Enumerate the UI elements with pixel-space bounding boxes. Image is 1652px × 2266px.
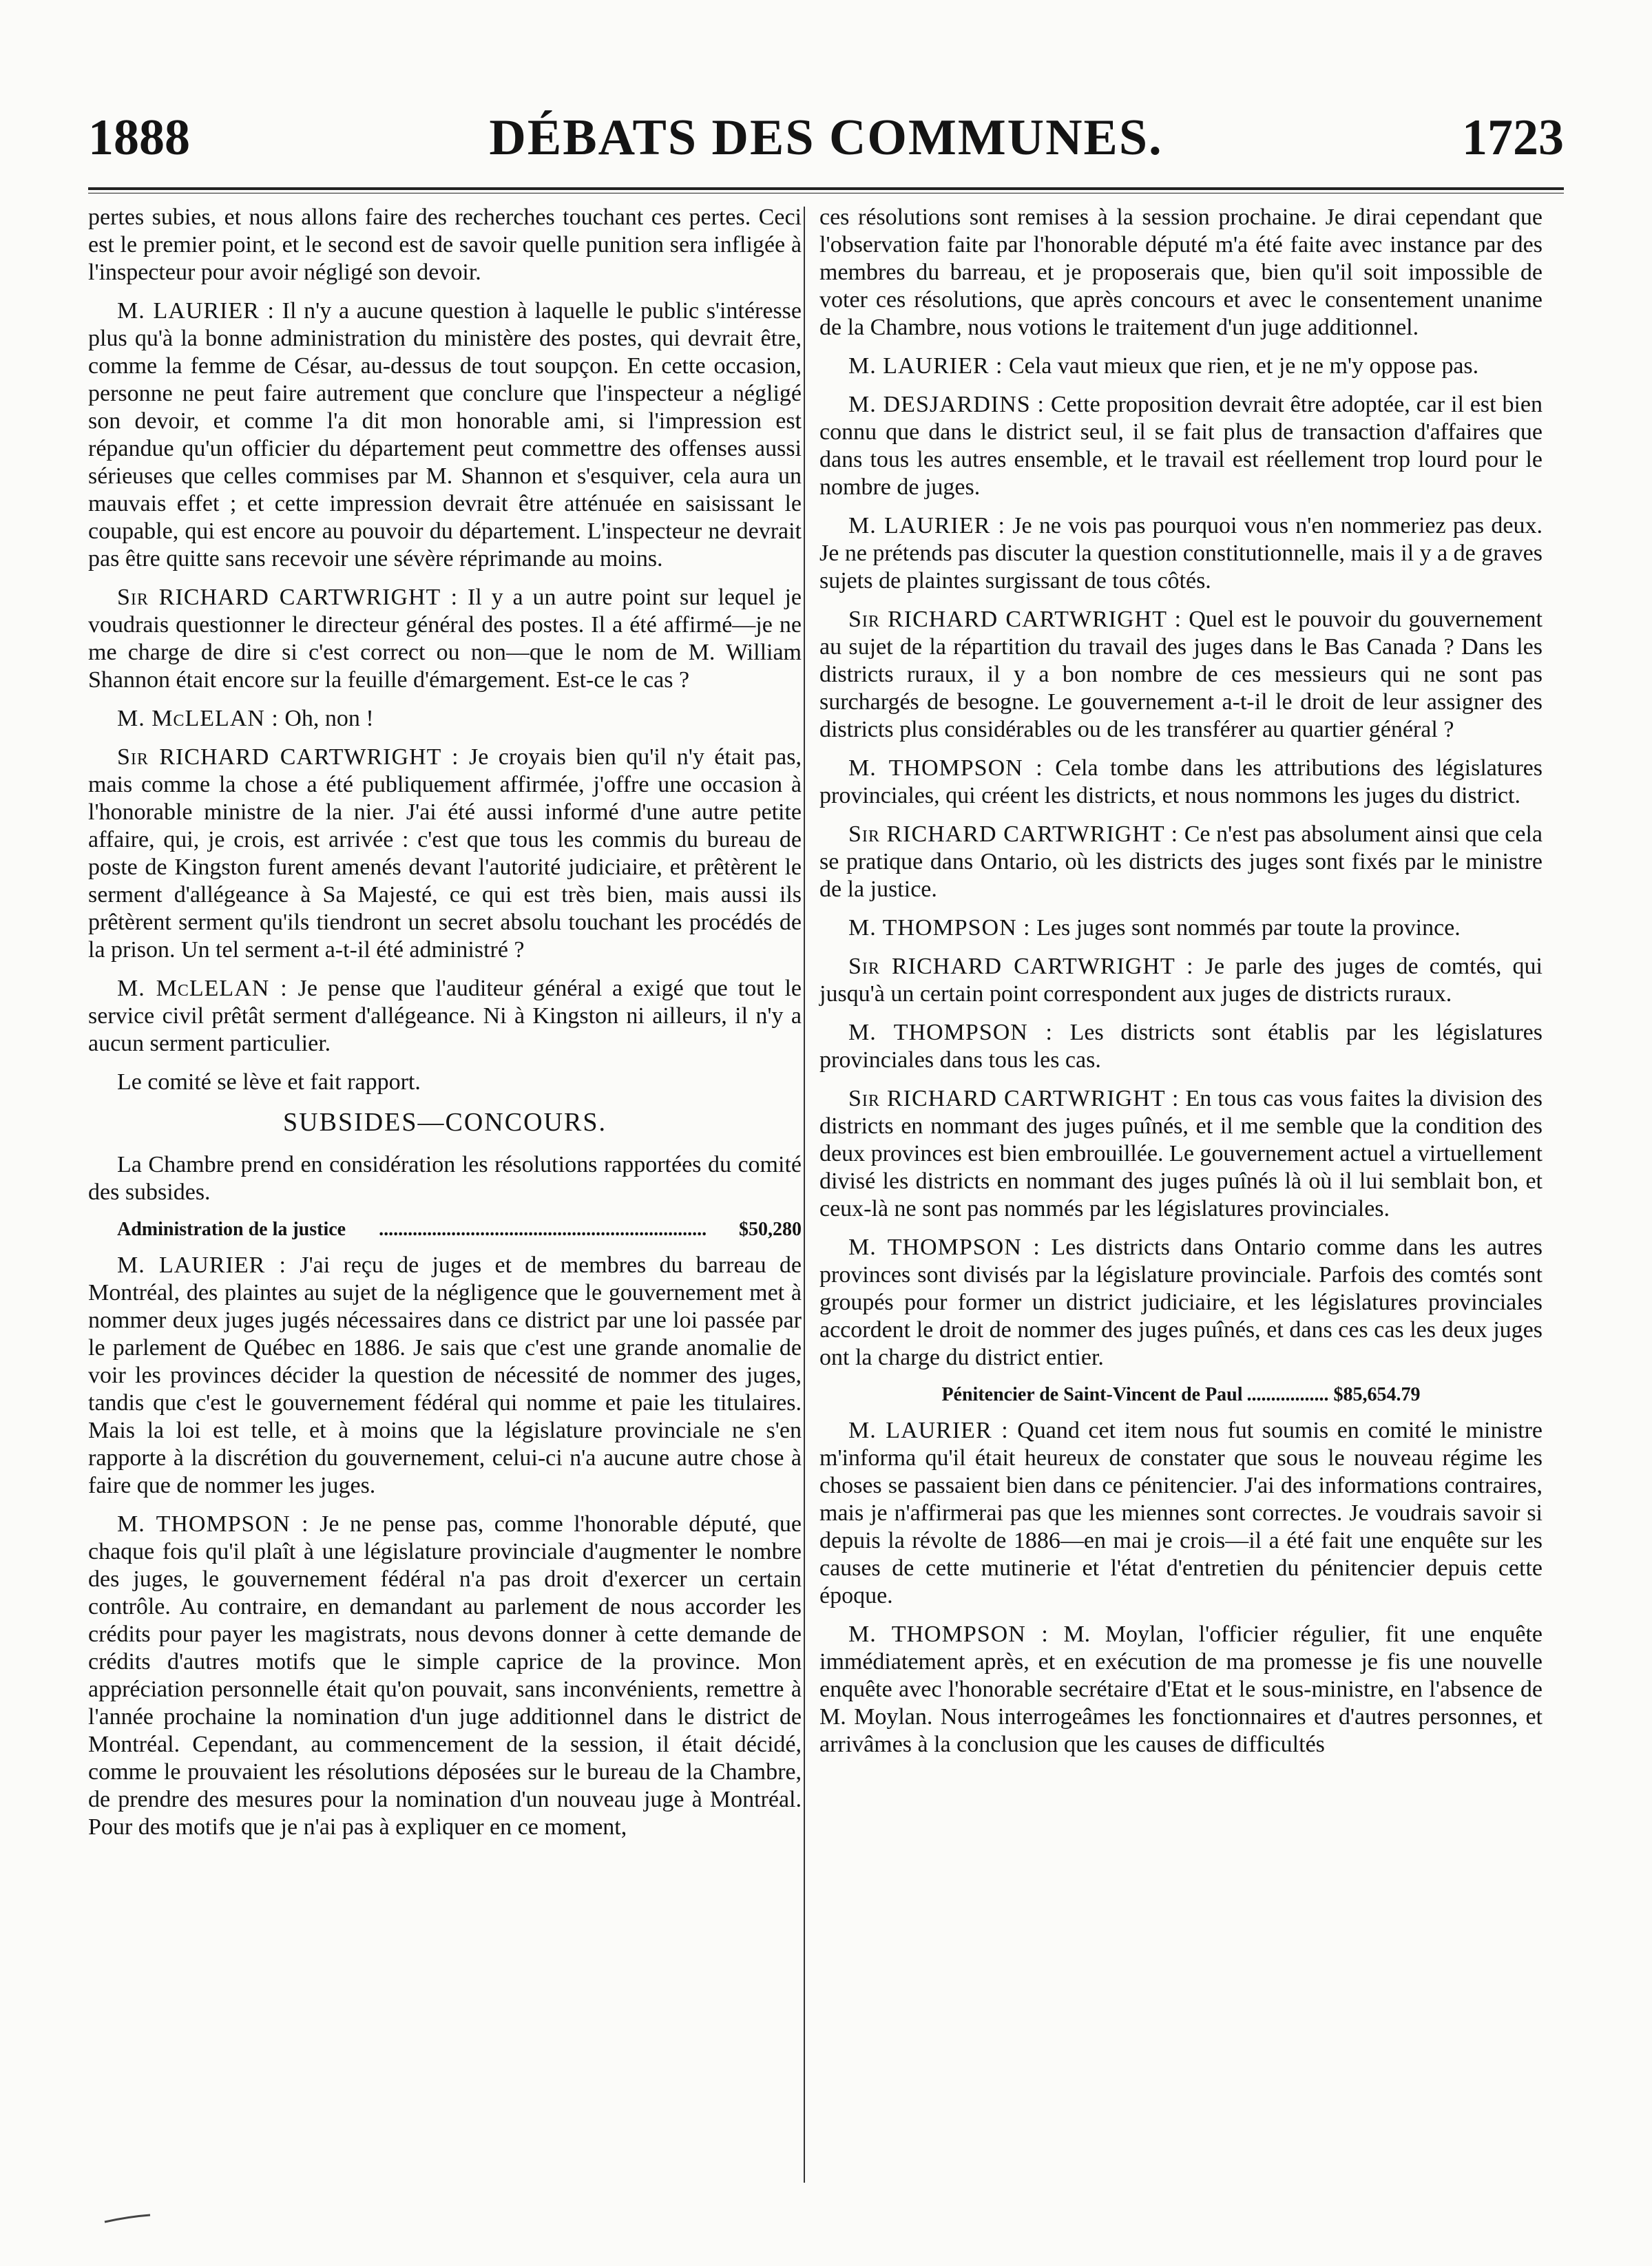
budget-item-label: Administration de la justice <box>117 1219 346 1240</box>
speaker-name: Sir RICHARD CARTWRIGHT : <box>848 1086 1180 1111</box>
speech-text: M. Moylan, l'officier régulier, fit une enquête immédiatement après, et en exécution de ma promesse je fis une nouvelle enquête avec l'honorable secrétaire d'Etat et le sous-ministre, en l'absence de M. Moylan. Nous interrogeâmes les fonctionnaires et d'autres personnes, et arrivâmes à la conclusion que les causes de difficultés <box>819 1622 1543 1757</box>
speaker-name: Sir RICHARD CARTWRIGHT : <box>117 585 459 610</box>
speech-text: Les juges sont nommés par toute la province. <box>1030 915 1461 941</box>
speaker-name: M. McLELAN : <box>117 976 288 1001</box>
speaker-name: M. THOMPSON : <box>848 1020 1053 1045</box>
paragraph <box>819 821 1543 903</box>
speaker-name: M. THOMPSON : <box>848 1235 1041 1260</box>
right-column <box>819 204 1543 1770</box>
speaker-name: M. THOMPSON : <box>117 1511 309 1537</box>
paragraph <box>819 1085 1543 1223</box>
speaker-name: M. DESJARDINS : <box>848 392 1045 417</box>
speech-text: Il y a un autre point sur lequel je voudrais questionner le directeur général des postes. Il a été affirmé—je ne me charge de dire si c'est correct ou non—que le nom de M. William Shannon était encore sur la feuille d'émargement. Est-ce le cas ? <box>88 585 802 693</box>
header-title: DÉBATS DES COMMUNES. <box>489 109 1163 166</box>
leader-dots <box>1247 1383 1330 1407</box>
speaker-name: M. LAURIER : <box>117 298 275 324</box>
speech-text: Il n'y a aucune question à laquelle le public s'intéresse plus qu'à la bonne administration du ministère des postes, qui devrait être, comme la femme de César, au-dessus de tout soupçon. En cette occasion, personne ne peut faire autrement que conclure que l'inspecteur a négligé son devoir, et comme l'a dit mon honorable ami, si l'impression est répandue qu'un officier du département peut commettre des offenses aussi sérieuses que celles commises par M. Shannon et s'esquiver, cela aura un mauvais effet ; et cette impression devrait être atténuée en saisissant le coupable, qui est encore au pouvoir du département. L'inspecteur ne devrait pas être quitte sans recevoir une sévère réprimande au moins. <box>88 298 802 571</box>
paragraph <box>819 1019 1543 1074</box>
speaker-name: M. THOMPSON : <box>848 1622 1049 1647</box>
column-divider <box>804 207 805 2183</box>
speaker-name: Sir RICHARD CARTWRIGHT : <box>848 607 1182 632</box>
paragraph: La Chambre prend en considération les résolutions rapportées du comité des subsides. <box>88 1152 802 1205</box>
speech-text: Oh, non ! <box>278 706 374 731</box>
speech-text: Je croyais bien qu'il n'y était pas, mais comme la chose a été publiquement affirmée, j'offre une occasion à l'honorable ministre de la nier. J'ai été aussi informé d'une autre petite affaire, qui, je crois, est arrivée : c'est que tous les commis du bureau de poste de Kingston furent amenés devant l'autorité judiciaire, et prêtèrent le serment d'allégeance à Sa Majesté, ce qui est très bien, mais aussi ils prêtèrent serment qu'ils tiendront un secret absolu touchant les procédés de la prison. Un tel serment a-t-il été administré ? <box>88 744 802 963</box>
paragraph <box>819 353 1543 380</box>
speech-text: Je parle des juges de comtés, qui jusqu'à un certain point correspondent aux juges de districts ruraux. <box>819 954 1543 1007</box>
speech-text: Quand cet item nous fut soumis en comité le ministre m'informa qu'il était heureux de constater que sous le nouveau régime les choses se passaient bien dans ce pénitencier. J'ai des informations contraires, mais je n'affirmerai pas que les miennes sont correctes. Je voudrais savoir si depuis la révolte de 1886—en mai je crois—il a été fait une enquête sur les causes de cette mutinerie et l'état d'entretien du pénitencier depuis cette époque. <box>819 1418 1543 1608</box>
paragraph <box>88 1511 802 1841</box>
speaker-name: M. McLELAN : <box>117 706 279 731</box>
paragraph: Le comité se lève et fait rapport. <box>117 1069 421 1095</box>
speaker-name: M. THOMPSON : <box>848 755 1043 781</box>
speech-text: Je ne pense pas, comme l'honorable député, que chaque fois qu'il plaît à une législature provinciale d'augmenter le nombre des juges, le gouvernement fédéral n'a pas droit d'exercer un certain contrôle. Au contraire, en demandant au parlement de nous accorder les crédits pour payer les magistrats, nous devons donner à cette demande de crédits d'autres motifs que le simple caprice de la province. Mon appréciation personnelle était qu'on pouvait, sans inconvénients, remettre à l'année prochaine la nomination d'un juge additionnel dans le district de Montréal. Cependant, au commencement de la session, il était décidé, comme le prouvaient les résolutions déposées sur le bureau de la Chambre, de prendre des mesures pour la nomination d'un nouveau juge à Montréal. Pour des motifs que je n'ai pas à expliquer en ce moment, <box>88 1511 802 1840</box>
speaker-name: Sir RICHARD CARTWRIGHT : <box>848 821 1179 847</box>
speech-text: En tous cas vous faites la division des districts en nommant des juges puînés, et il me semble que la condition des deux provinces est bien embrouillée. Le gouvernement actuel a virtuellement divisé les districts en nommant des juges puînés là où il lui semblait bon, et ceux-là ne sont pas nommés par les législatures provinciales. <box>819 1086 1543 1221</box>
page-header <box>88 109 1564 191</box>
paragraph <box>819 914 1543 942</box>
paragraph <box>819 1234 1543 1372</box>
budget-item <box>819 1383 1543 1407</box>
budget-item-amount: $50,280 <box>739 1219 802 1240</box>
paragraph <box>88 297 802 573</box>
paragraph <box>819 755 1543 810</box>
stray-ink-mark <box>103 2214 151 2223</box>
speaker-name: M. LAURIER : <box>848 353 1003 379</box>
paragraph <box>88 1252 802 1500</box>
paragraph <box>819 391 1543 501</box>
paragraph: ces résolutions sont remises à la session prochaine. Je dirai cependant que l'observation faite par l'honorable député m'a été faite avec instance par des membres du barreau, et je proposerais que, bien qu'il soit impossible de voter ces résolutions, que après concours et avec le consentement unanime de la Chambre, nous votions le traitement d'un juge additionnel. <box>819 204 1543 340</box>
speech-text: Les districts dans Ontario comme dans les autres provinces sont divisés par la législature provinciale. Parfois des comtés sont groupés pour former un district judiciaire, et les législatures provinciales accordent le droit de nommer des juges puînés, et dans ces cas les deux juges ont la charge du district entier. <box>819 1235 1543 1370</box>
header-year: 1888 <box>88 109 190 166</box>
speaker-name: M. LAURIER : <box>848 1418 1009 1443</box>
paragraph <box>819 512 1543 595</box>
speech-text: J'ai reçu de juges et de membres du barreau de Montréal, des plaintes au sujet de la négligence que le gouvernement met à nommer deux juges jugés nécessaires dans ce district par une loi passée par le parlement de Québec en 1886. Je sais que c'est une grande anomalie de voir les provinces décider la question de nécessité de nommer des juges, tandis que c'est le gouvernement fédéral qui nomme et paie les titulaires. Mais la loi est telle, et à moins que la législature provinciale ne s'en rapporte à la discrétion du gouvernement, celui-ci n'a aucune autre chose à faire que de nommer les juges. <box>88 1252 802 1498</box>
leader-dots <box>350 1217 706 1242</box>
paragraph <box>88 705 802 733</box>
section-title: SUBSIDES—CONCOURS. <box>283 1108 607 1137</box>
speech-text: Les districts sont établis par les législatures provinciales dans tous les cas. <box>819 1020 1543 1073</box>
paragraph: pertes subies, et nous allons faire des recherches touchant ces pertes. Ceci est le premier point, et le second est de savoir quelle punition sera infligée à l'inspecteur pour avoir négligé son devoir. <box>88 204 802 285</box>
speech-text: Je ne vois pas pourquoi vous n'en nommeriez pas deux. Je ne prétends pas discuter la question constitutionnelle, mais il y a de graves sujets de plaintes surgissant de tous côtés. <box>819 513 1543 594</box>
paragraph <box>819 1417 1543 1610</box>
paragraph <box>819 953 1543 1008</box>
paragraph <box>819 606 1543 744</box>
speech-text: Cela tombe dans les attributions des législatures provinciales, qui créent les districts, et nous nommons les juges du district. <box>819 755 1543 808</box>
speech-text: Je pense que l'auditeur général a exigé que tout le service civil prêtât serment d'allégeance. Ni à Kingston ni ailleurs, il n'y a aucun serment particulier. <box>88 976 802 1056</box>
budget-item-label: Pénitencier de Saint-Vincent de Paul <box>941 1384 1243 1405</box>
header-rule <box>88 187 1564 193</box>
paragraph <box>88 744 802 964</box>
speech-text: Quel est le pouvoir du gouvernement au sujet de la répartition du travail des juges dans le Bas Canada ? Dans les districts ruraux, il y a bon nombre de ces messieurs qui ne sont pas surchargés de besogne. Le gouvernement a-t-il le droit de leur assigner des districts plus considérables ou de les transférer au quartier général ? <box>819 607 1543 742</box>
left-column <box>88 204 802 1852</box>
speech-text: Cela vaut mieux que rien, et je ne m'y oppose pas. <box>1003 353 1479 379</box>
header-page-number: 1723 <box>1462 109 1564 166</box>
speech-text: Ce n'est pas absolument ainsi que cela se pratique dans Ontario, où les districts des juges sont fixés par le ministre de la justice. <box>819 821 1543 902</box>
paragraph <box>819 1621 1543 1759</box>
budget-item-amount: $85,654.79 <box>1333 1384 1421 1405</box>
budget-item <box>88 1217 802 1242</box>
paragraph <box>88 975 802 1058</box>
speaker-name: M. LAURIER : <box>117 1252 286 1278</box>
speech-text: Cette proposition devrait être adoptée, car il est bien connu que dans le district seul, il se fait plus de transaction d'affaires que dans tous les autres ensemble, et le travail est réellement trop lourd pour le nombre de juges. <box>819 392 1543 500</box>
speaker-name: Sir RICHARD CARTWRIGHT : <box>117 744 459 770</box>
paragraph <box>88 584 802 694</box>
speaker-name: M. LAURIER : <box>848 513 1006 538</box>
speaker-name: Sir RICHARD CARTWRIGHT : <box>848 954 1194 979</box>
speaker-name: M. THOMPSON : <box>848 915 1031 941</box>
